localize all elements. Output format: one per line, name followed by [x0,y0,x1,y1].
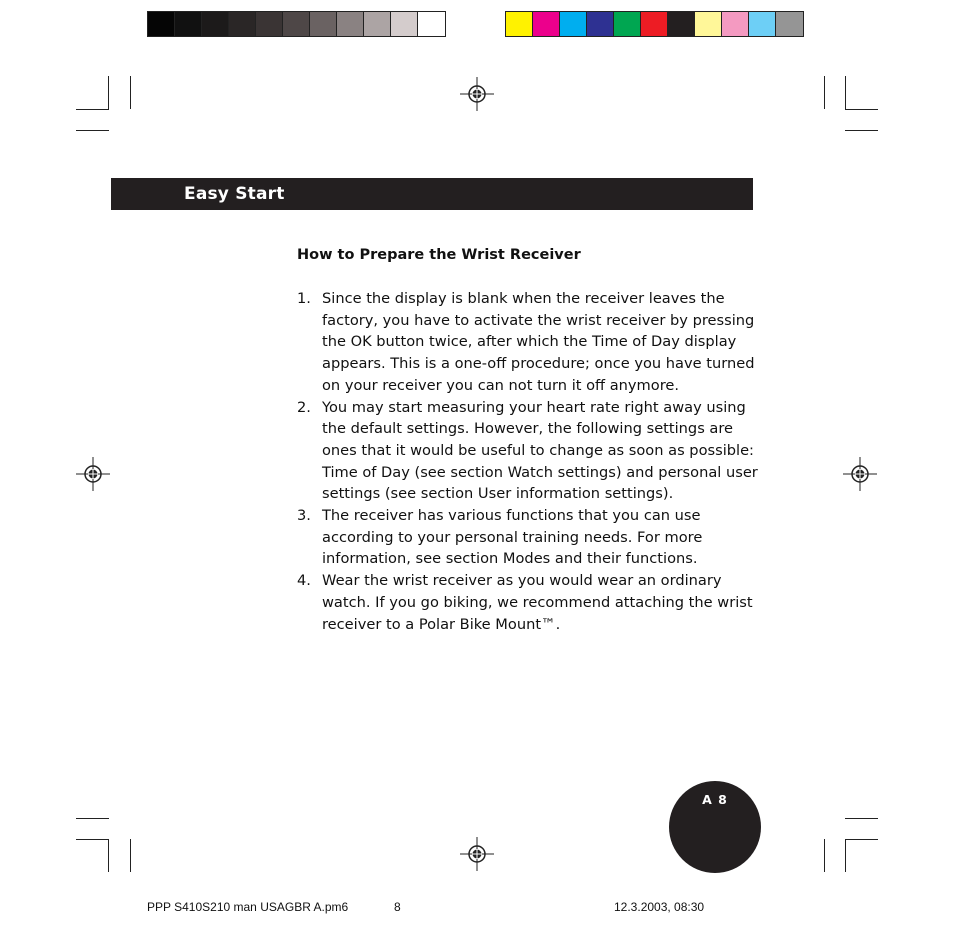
step-number: 4. [297,572,311,590]
color-swatch [533,12,560,36]
crop-mark [845,76,846,109]
color-swatch [560,12,587,36]
color-swatch [506,12,533,36]
crop-mark [845,839,878,840]
color-swatch [310,12,337,36]
color-swatch [749,12,776,36]
color-swatch [202,12,229,36]
registration-mark-icon [76,457,110,491]
crop-mark [824,839,825,872]
footer-page-number: 8 [394,900,401,914]
color-swatch [229,12,256,36]
color-swatch [587,12,614,36]
footer-timestamp: 12.3.2003, 08:30 [614,900,705,914]
color-swatch [148,12,175,36]
color-swatch [337,12,364,36]
color-swatch [256,12,283,36]
color-swatch [722,12,749,36]
page-number-badge [669,781,761,873]
process-color-bar [505,11,804,37]
color-swatch [418,12,445,36]
crop-mark [76,818,109,819]
list-item [297,570,767,635]
crop-mark [845,109,878,110]
footer-file-name: PPP S410S210 man USAGBR A.pm6 [147,900,349,914]
crop-mark [845,130,878,131]
registration-mark-icon [460,837,494,871]
crop-mark [108,76,109,109]
color-swatch [391,12,418,36]
list-item [297,397,767,506]
crop-mark [130,76,131,109]
step-number: 2. [297,398,311,416]
registration-mark-icon [843,457,877,491]
crop-mark [130,839,131,872]
crop-mark [108,839,109,872]
color-swatch [641,12,668,36]
color-swatch [364,12,391,36]
step-text: You may start measuring your heart rate right away using the default settings. However, the following settings are ones that it would be useful to change as soon as possible: Time of Day (see section Watch settings) and personal user settings (see section User information settings). [322,398,758,503]
color-swatch [283,12,310,36]
crop-mark [824,76,825,109]
section-header-bar [111,178,753,210]
step-text: The receiver has various functions that you can use according to your personal training needs. For more information, see section Modes and their functions. [322,507,703,568]
crop-mark [76,109,109,110]
list-item [297,505,767,570]
section-heading: How to Prepare the Wrist Receiver [297,247,581,263]
grayscale-color-bar [147,11,446,37]
step-number: 3. [297,507,311,525]
color-swatch [695,12,722,36]
color-swatch [614,12,641,36]
instruction-list [297,288,767,635]
crop-mark [845,818,878,819]
list-item [297,288,767,397]
page-title: Easy Start [184,184,285,204]
color-swatch [175,12,202,36]
step-number: 1. [297,290,311,307]
crop-mark [845,839,846,872]
registration-mark-icon [460,77,494,111]
page-number-label: A 8 [702,792,728,807]
step-text: Wear the wrist receiver as you would wear an ordinary watch. If you go biking, we recommend attaching the wrist receiver to a Polar Bike Mount™. [322,572,753,633]
crop-mark [76,839,109,840]
step-text: Since the display is blank when the receiver leaves the factory, you have to activate the wrist receiver by pressing the OK button twice, after which the Time of Day display appears. This is a one-off procedure; once you have turned on your receiver you can not turn it off anymore. [322,290,755,394]
crop-mark [76,130,109,131]
color-swatch [668,12,695,36]
color-swatch [776,12,803,36]
